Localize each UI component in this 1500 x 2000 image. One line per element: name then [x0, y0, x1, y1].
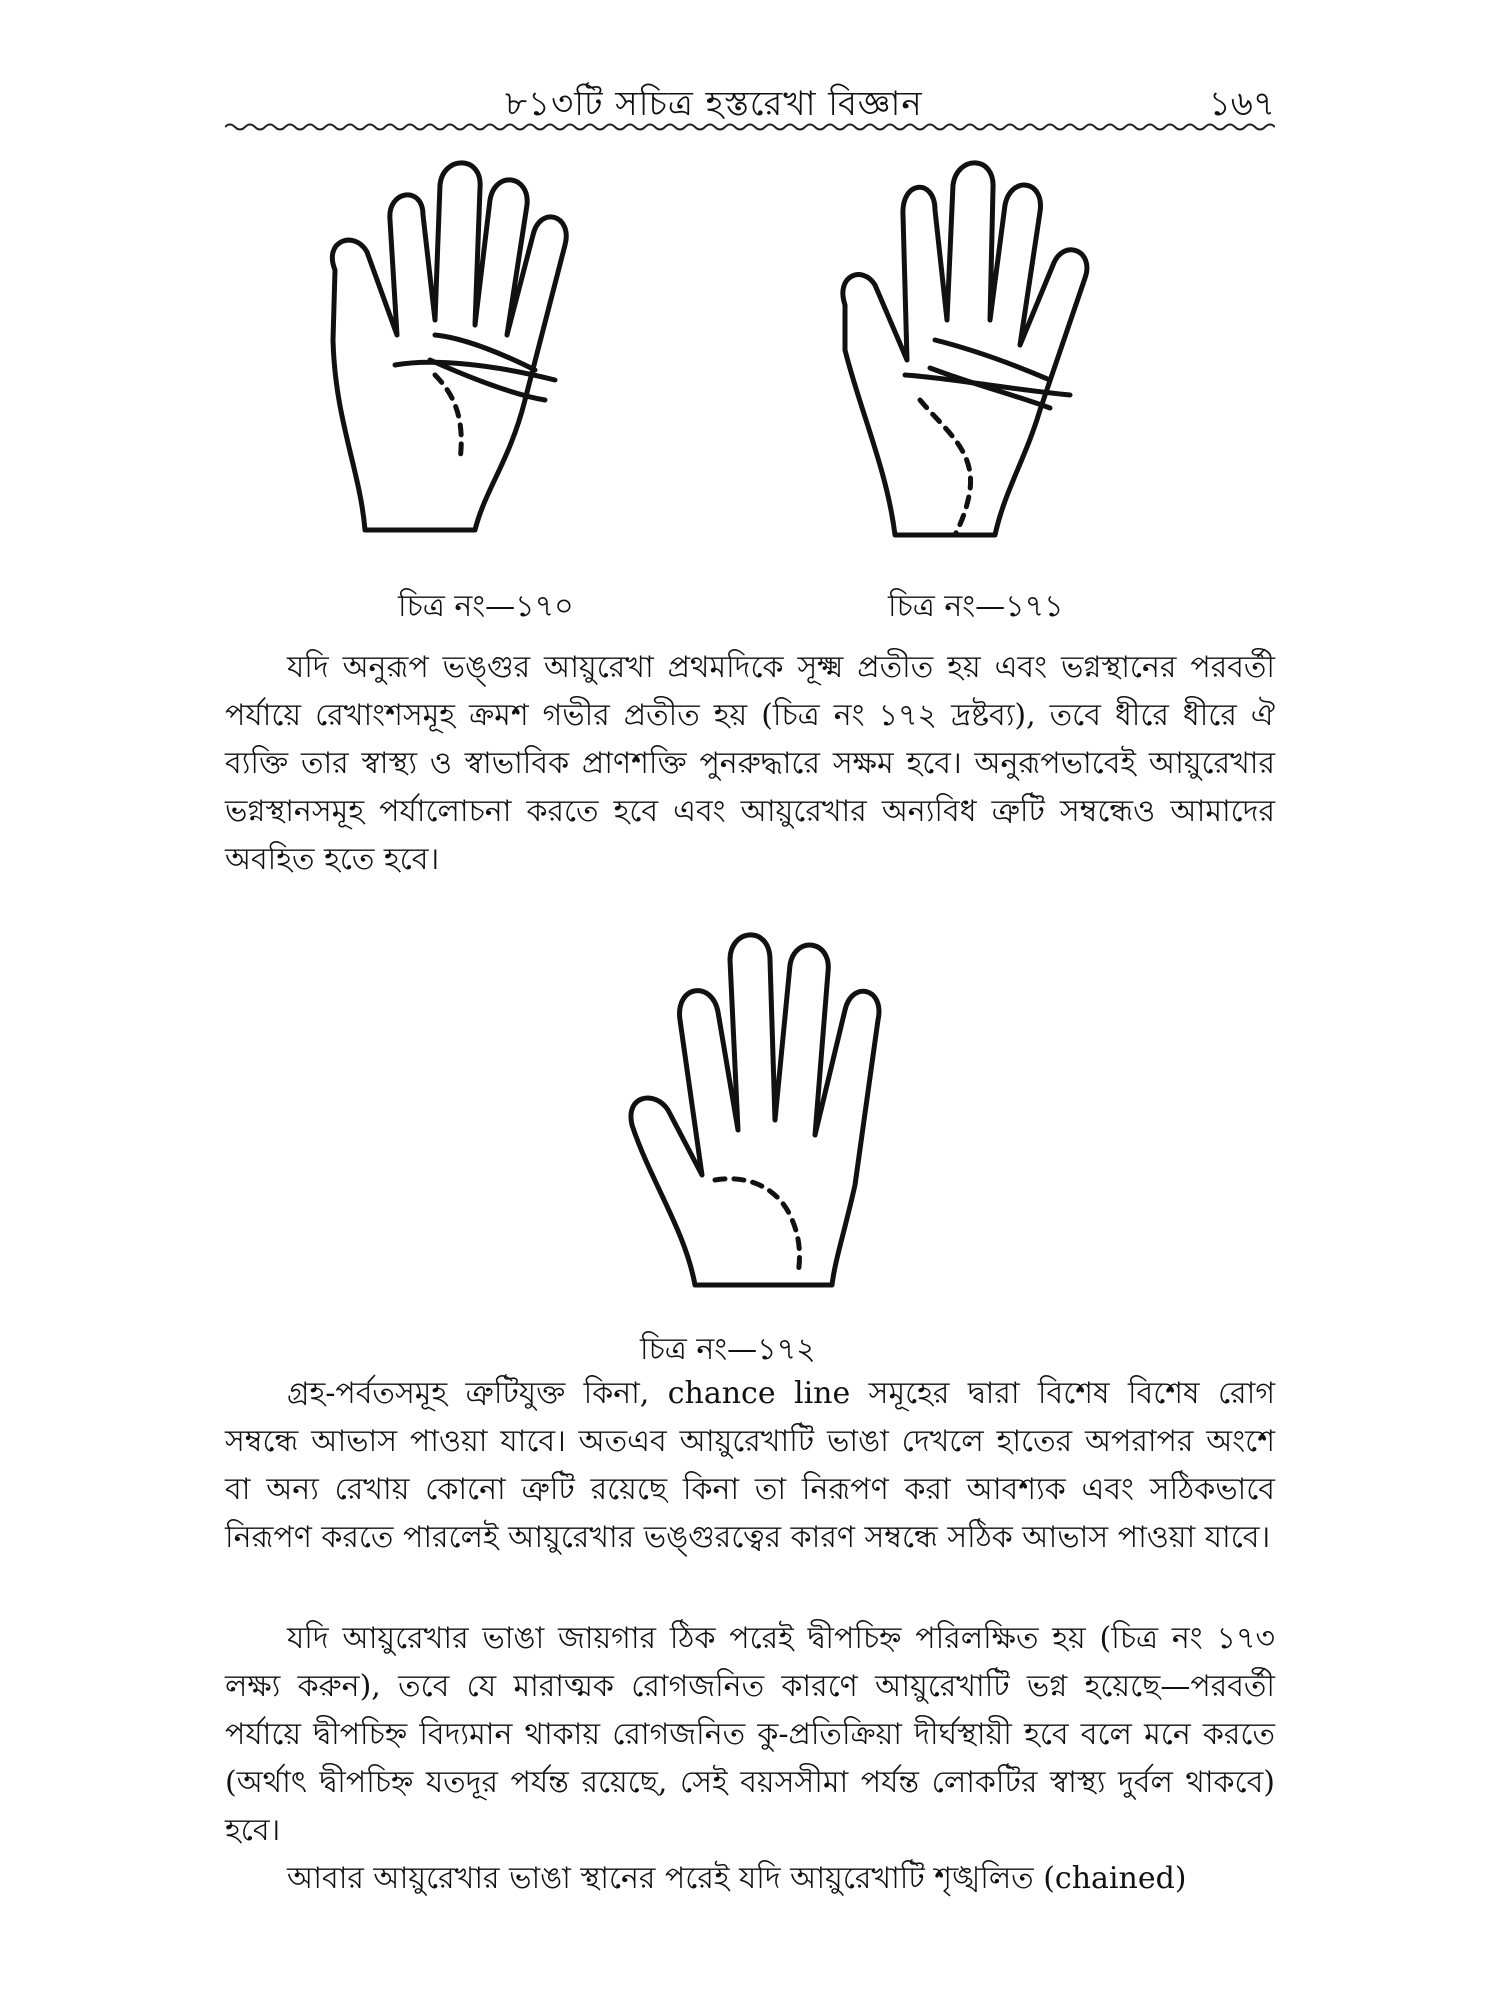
running-header — [225, 68, 1275, 128]
book-title: ৮১৩টি সচিত্র হস্তরেখা বিজ্ঞান — [505, 84, 923, 124]
figure-caption-171: চিত্র নং—১৭১ — [888, 589, 1064, 624]
paragraph-1: যদি অনুরূপ ভঙ্গুর আয়ুরেখা প্রথমদিকে সূক্ষ্ম প্রতীত হয় এবং ভগ্নস্থানের পরবর্তী পর্যায়ে রেখাংশসমূহ ক্রমশ গভীর প্রতীত হয় (চিত্র নং ১৭২ দ্রষ্টব্য), তবে ধীরে ধীরে ঐ ব্যক্তি তার স্বাস্থ্য ও স্বাভাবিক প্রাণশক্তি পুনরুদ্ধারে সক্ষম হবে। অনুরূপভাবেই আয়ুরেখার ভগ্নস্থানসমূহ পর্যালোচনা করতে হবে এবং আয়ুরেখার অন্যবিধ ত্রুটি সম্বন্ধেও আমাদের অবহিত হতে হবে। — [225, 650, 1275, 877]
paragraph-3: যদি আয়ুরেখার ভাঙা জায়গার ঠিক পরেই দ্বীপচিহ্ন পরিলক্ষিত হয় (চিত্র নং ১৭৩ লক্ষ্য করুন), তবে যে মারাত্মক রোগজনিত কারণে আয়ুরেখাটি ভগ্ন হয়েছে—পরবর্তী পর্যায়ে দ্বীপচিহ্ন বিদ্যমান থাকায় রোগজনিত কু-প্রতিক্রিয়া দীর্ঘস্থায়ী হবে বলে মনে করতে (অর্থাৎ দ্বীপচিহ্ন যতদূর পর্যন্ত রয়েছে, সেই বয়সসীমা পর্যন্ত লোকটির স্বাস্থ্য দুর্বল থাকবে) হবে। — [225, 1621, 1275, 1848]
palm-illustration-170 — [315, 160, 635, 560]
wavy-header-rule — [225, 120, 1275, 134]
figure-caption-172: চিত্র নং—১৭২ — [640, 1332, 816, 1367]
palm-illustration-172 — [620, 930, 910, 1300]
palm-illustration-171 — [835, 160, 1135, 560]
page-number: ১৬৭ — [1208, 84, 1275, 124]
paragraph-2: গ্রহ-পর্বতসমূহ ত্রুটিযুক্ত কিনা, chance line সমূহের দ্বারা বিশেষ বিশেষ রোগ সম্বন্ধে আভাস পাওয়া যাবে। অতএব আয়ুরেখাটি ভাঙা দেখলে হাতের অপরাপর অংশে বা অন্য রেখায় কোনো ত্রুটি রয়েছে কিনা তা নিরূপণ করা আবশ্যক এবং সঠিকভাবে নিরূপণ করতে পারলেই আয়ুরেখার ভঙ্গুরত্বের কারণ সম্বন্ধে সঠিক আভাস পাওয়া যাবে। — [225, 1376, 1275, 1555]
paragraph-4: আবার আয়ুরেখার ভাঙা স্থানের পরেই যদি আয়ুরেখাটি শৃঙ্খলিত (chained) — [287, 1861, 1187, 1896]
figure-caption-170: চিত্র নং—১৭০ — [398, 589, 574, 624]
